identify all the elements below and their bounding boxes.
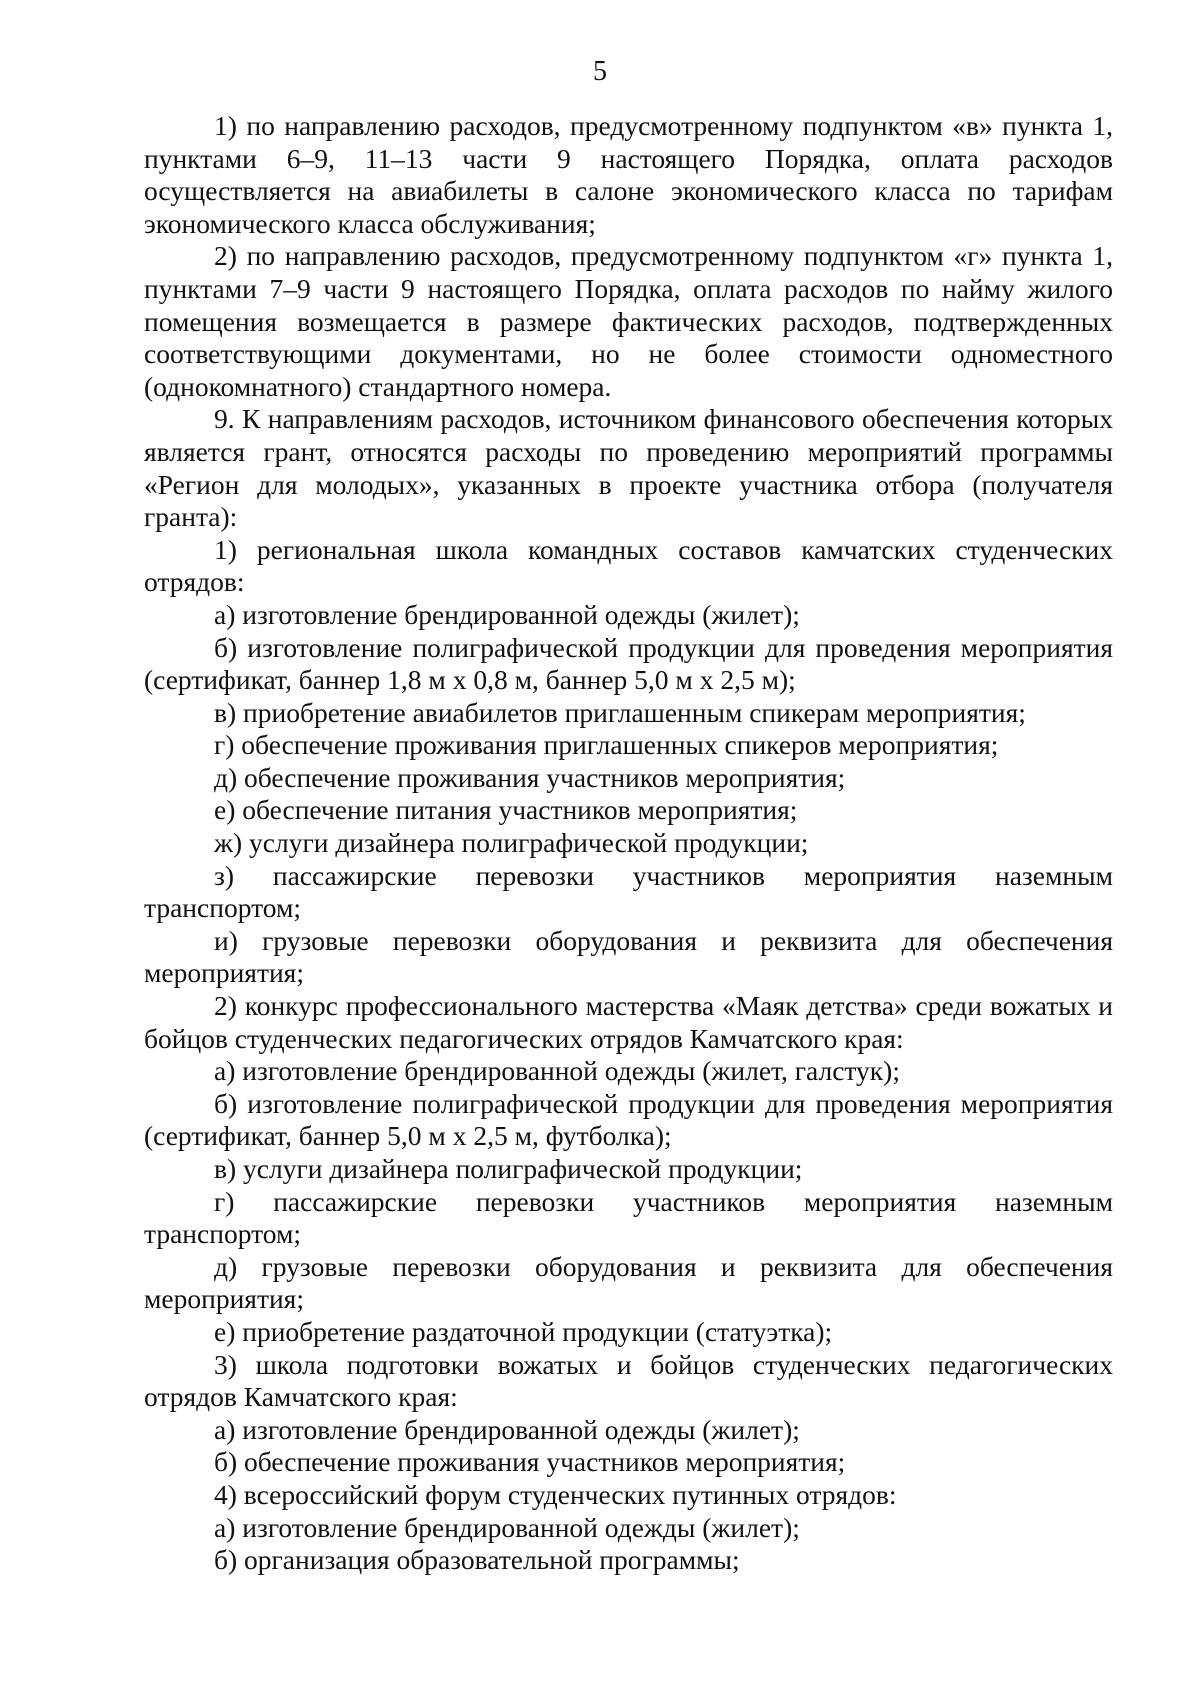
paragraph: б) изготовление полиграфической продукции для проведения мероприятия (сертификат, баннер 1,8 м х 0,8 м, баннер 5,0 м х 2,5 м); bbox=[144, 631, 1113, 696]
paragraph: 1) региональная школа командных составов камчатских студенческих отрядов: bbox=[144, 533, 1113, 598]
paragraph: и) грузовые перевозки оборудования и реквизита для обеспечения мероприятия; bbox=[144, 924, 1113, 989]
paragraph: 1) по направлению расходов, предусмотренному подпунктом «в» пункта 1, пунктами 6–9, 11–13 части 9 настоящего Порядка, оплата расходов осуществляется на авиабилеты в салоне экономического класса по тарифам экономического класса обслуживания; bbox=[144, 110, 1113, 239]
document-body bbox=[144, 110, 1113, 1577]
paragraph: г) обеспечение проживания приглашенных спикеров мероприятия; bbox=[214, 729, 999, 761]
paragraph: в) приобретение авиабилетов приглашенным спикерам мероприятия; bbox=[214, 696, 1026, 728]
paragraph: б) изготовление полиграфической продукции для проведения мероприятия (сертификат, баннер 5,0 м х 2,5 м, футболка); bbox=[144, 1087, 1113, 1152]
paragraph: д) обеспечение проживания участников мероприятия; bbox=[214, 761, 846, 793]
paragraph: б) обеспечение проживания участников мероприятия; bbox=[214, 1446, 846, 1478]
paragraph: е) обеспечение питания участников мероприятия; bbox=[214, 794, 798, 826]
paragraph: а) изготовление брендированной одежды (жилет); bbox=[214, 1413, 800, 1445]
paragraph: 2) конкурс профессионального мастерства «Маяк детства» среди вожатых и бойцов студенческих педагогических отрядов Камчатского края: bbox=[144, 990, 1113, 1054]
paragraph: а) изготовление брендированной одежды (жилет, галстук); bbox=[214, 1055, 900, 1087]
paragraph: ж) услуги дизайнера полиграфической продукции; bbox=[214, 827, 809, 859]
page-number: 5 bbox=[593, 56, 607, 87]
paragraph: е) приобретение раздаточной продукции (статуэтка); bbox=[214, 1315, 833, 1347]
paragraph: в) услуги дизайнера полиграфической продукции; bbox=[214, 1153, 803, 1184]
paragraph: б) организация образовательной программы; bbox=[214, 1544, 740, 1576]
paragraph: г) пассажирские перевозки участников мероприятия наземным транспортом; bbox=[144, 1185, 1113, 1250]
paragraph: 3) школа подготовки вожатых и бойцов студенческих педагогических отрядов Камчатского края: bbox=[144, 1348, 1113, 1413]
paragraph: 2) по направлению расходов, предусмотренному подпунктом «г» пункта 1, пунктами 7–9 части 9 настоящего Порядка, оплата расходов по найму жилого помещения возмещается в размере фактических расходов, подтвержденных соответствующими документами, но не более стоимости одноместного (однокомнатного) стандартного номера. bbox=[144, 240, 1113, 402]
paragraph: з) пассажирские перевозки участников мероприятия наземным транспортом; bbox=[144, 859, 1113, 924]
paragraph: д) грузовые перевозки оборудования и реквизита для обеспечения мероприятия; bbox=[144, 1250, 1113, 1315]
paragraph: 4) всероссийский форум студенческих путинных отрядов: bbox=[214, 1478, 897, 1510]
paragraph: а) изготовление брендированной одежды (жилет); bbox=[214, 598, 800, 630]
paragraph: а) изготовление брендированной одежды (жилет); bbox=[214, 1511, 800, 1543]
paragraph: 9. К направлениям расходов, источником финансового обеспечения которых является грант, относятся расходы по проведению мероприятий программы «Регион для молодых», указанных в проекте участника отбора (получателя гранта): bbox=[144, 403, 1113, 533]
